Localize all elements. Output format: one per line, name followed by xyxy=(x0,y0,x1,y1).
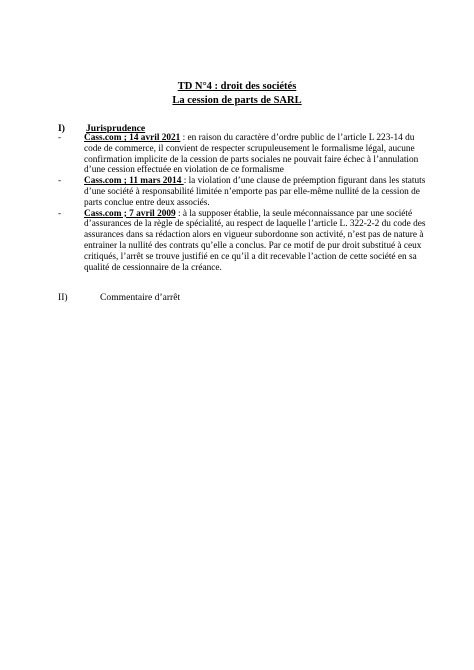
title-block xyxy=(0,80,474,108)
list-item xyxy=(58,133,426,176)
bullet-dash: - xyxy=(58,208,62,219)
section-number: II) xyxy=(58,292,68,303)
case-summary: : la violation d’une clause de préemption figurant dans les statuts d’une société à responsabilité limitée n’emporte pas par elle-même nullité de la cession de parts conclue entre deux associés. xyxy=(84,176,426,208)
list-item-body xyxy=(84,176,426,208)
bullet-dash: - xyxy=(58,176,62,187)
list-item xyxy=(58,176,426,208)
bullet-dash: - xyxy=(58,133,62,143)
section-heading-commentaire xyxy=(58,291,180,304)
case-reference: Cass.com ; 14 avril 2021 xyxy=(84,133,181,143)
document-title: TD N°4 : droit des sociétés xyxy=(177,81,297,92)
list-item xyxy=(58,209,426,274)
case-summary: : à la supposer établie, la seule méconnaissance par une société d’assurances de la règle de spécialité, au respect de laquelle l’article L. 322-2-2 du code des assurances dans sa rédaction alors en vigueur subordonne son activité, n’est pas de nature à entrainer la nullité des contrats qu’elle a conclus. Par ce motif de pur droit substitué à ceux critiqués, l’arrêt se trouve justifié en ce qu’il a dit recevable l’action de cette société en sa qualité de cessionnaire de la créance. xyxy=(84,208,426,273)
case-reference: Cass.com ; 11 mars 2014 xyxy=(84,176,184,187)
section-label: Commentaire d’arrêt xyxy=(100,292,181,303)
case-summary: : en raison du caractère d’ordre public de l’article L 223-14 du code de commerce, il convient de respecter scrupuleusement le formalisme légal, aucune confirmation implicite de la cession de parts sociales ne pouvait faire échec à l’annulation d’une cession effectuée en violation de ce formalisme xyxy=(84,133,419,176)
jurisprudence-list xyxy=(58,133,426,273)
section-number: I) xyxy=(58,123,65,134)
list-item-body xyxy=(84,133,426,176)
document-subtitle: La cession de parts de SARL xyxy=(172,95,302,106)
case-reference: Cass.com ; 7 avril 2009 xyxy=(84,208,176,219)
list-item-body xyxy=(84,209,426,274)
section-label: Jurisprudence xyxy=(86,123,146,134)
